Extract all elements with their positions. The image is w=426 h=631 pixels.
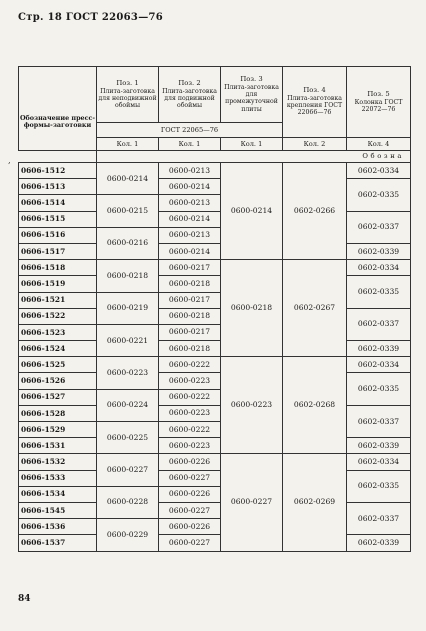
pos5-cell: 0602-0339: [347, 243, 411, 259]
pos2-cell: 0600-0213: [159, 163, 221, 179]
pos5-cell: 0602-0334: [347, 454, 411, 470]
pos3-label: Поз. 3: [240, 75, 263, 84]
pos1-cell: 0600-0223: [97, 357, 159, 389]
pos4-cell: 0602-0269: [283, 454, 347, 551]
pos3-cell: 0600-0223: [221, 357, 283, 454]
pos1-cell: 0600-0214: [97, 163, 159, 195]
table-row: [19, 454, 411, 470]
pos4-desc: Плита-заготовка крепления ГОСТ 22066—76: [286, 95, 343, 117]
pos2-cell: 0600-0214: [159, 179, 221, 195]
kol-pos4: Кол. 2: [283, 138, 347, 151]
pos5-cell: 0602-0339: [347, 535, 411, 551]
pos5-cell: 0602-0334: [347, 163, 411, 179]
table-row: [19, 179, 411, 195]
kol-pos5: Кол. 4: [347, 138, 411, 151]
standard-reference: ГОСТ 22065—76: [97, 123, 283, 138]
parts-table: [18, 66, 411, 552]
table-row: [19, 276, 411, 292]
designation-cell: 0606-1529: [19, 422, 97, 438]
pos5-cell: 0602-0335: [347, 179, 411, 211]
table-row: [19, 502, 411, 518]
designation-cell: 0606-1534: [19, 486, 97, 502]
pos5-cell: 0602-0335: [347, 276, 411, 308]
pos2-cell: 0600-0222: [159, 389, 221, 405]
pos2-header: [159, 67, 221, 123]
table-row: [19, 243, 411, 259]
pos2-cell: 0600-0226: [159, 486, 221, 502]
pos3-desc: Плита-заготовка для промежуточной плиты: [224, 84, 279, 113]
pos4-label: Поз. 4: [303, 86, 326, 95]
pos3-cell: 0600-0218: [221, 260, 283, 357]
designation-cell: 0606-1537: [19, 535, 97, 551]
pos2-cell: 0600-0223: [159, 373, 221, 389]
pos5-label: Поз. 5: [367, 89, 390, 98]
pos1-cell: 0600-0215: [97, 195, 159, 227]
pos1-cell: 0600-0224: [97, 389, 159, 421]
pos1-cell: 0600-0221: [97, 324, 159, 356]
pos2-cell: 0600-0223: [159, 438, 221, 454]
designation-cell: 0606-1536: [19, 519, 97, 535]
pos2-cell: 0600-0217: [159, 260, 221, 276]
designation-cell: 0606-1533: [19, 470, 97, 486]
pos2-desc: Плита-заготовка для подвижной обоймы: [162, 87, 217, 109]
pos1-cell: 0600-0219: [97, 292, 159, 324]
table-row: [19, 260, 411, 276]
designation-cell: 0606-1512: [19, 163, 97, 179]
table-row: [19, 341, 411, 357]
table-row: [19, 470, 411, 486]
pos2-cell: 0600-0226: [159, 519, 221, 535]
pos1-cell: 0600-0225: [97, 422, 159, 454]
page-title: Стр. 18 ГОСТ 22063—76: [18, 12, 164, 23]
designation-cell: 0606-1531: [19, 438, 97, 454]
pos1-label: Поз. 1: [116, 78, 139, 87]
designation-cell: 0606-1528: [19, 405, 97, 421]
table-row: [19, 405, 411, 421]
pos2-cell: 0600-0214: [159, 211, 221, 227]
designation-cell: 0606-1545: [19, 502, 97, 518]
pos2-cell: 0600-0213: [159, 195, 221, 211]
pos2-cell: 0600-0227: [159, 535, 221, 551]
designation-cell: 0606-1515: [19, 211, 97, 227]
designation-cell: 0606-1517: [19, 243, 97, 259]
kol-pos3: Кол. 1: [221, 138, 283, 151]
designation-cell: 0606-1522: [19, 308, 97, 324]
pos5-cell: 0602-0337: [347, 405, 411, 437]
pos5-cell: 0602-0339: [347, 438, 411, 454]
pos4-cell: 0602-0266: [283, 163, 347, 260]
pos5-cell: 0602-0334: [347, 260, 411, 276]
table-row: [19, 373, 411, 389]
pos1-cell: 0600-0216: [97, 227, 159, 259]
margin-tick-mark: ‚: [8, 156, 11, 165]
pos3-header: [221, 67, 283, 123]
designation-header: Обозначение пресс-формы-заготовки: [19, 67, 97, 151]
designation-cell: 0606-1525: [19, 357, 97, 373]
pos2-cell: 0600-0214: [159, 243, 221, 259]
pos2-cell: 0600-0217: [159, 324, 221, 340]
pos5-cell: 0602-0335: [347, 373, 411, 405]
designation-cell: 0606-1516: [19, 227, 97, 243]
pos1-cell: 0600-0228: [97, 486, 159, 518]
pos1-cell: 0600-0218: [97, 260, 159, 292]
pos2-cell: 0600-0213: [159, 227, 221, 243]
pos5-header: [347, 67, 411, 138]
pos4-cell: 0602-0268: [283, 357, 347, 454]
pos1-cell: 0600-0229: [97, 519, 159, 551]
oboz-label: Обозна: [97, 151, 411, 163]
pos1-desc: Плита-заготовка для неподвижной обоймы: [98, 87, 157, 109]
pos4-cell: 0602-0267: [283, 260, 347, 357]
designation-cell: 0606-1523: [19, 324, 97, 340]
table-row: [19, 308, 411, 324]
pos2-cell: 0600-0227: [159, 470, 221, 486]
table-row: [19, 535, 411, 551]
pos5-cell: 0602-0335: [347, 470, 411, 502]
designation-cell: 0606-1532: [19, 454, 97, 470]
pos4-header: [283, 67, 347, 138]
pos5-cell: 0602-0337: [347, 502, 411, 534]
kol-pos1: Кол. 1: [97, 138, 159, 151]
designation-cell: 0606-1519: [19, 276, 97, 292]
pos1-cell: 0600-0227: [97, 454, 159, 486]
pos2-cell: 0600-0218: [159, 308, 221, 324]
table-row: [19, 163, 411, 179]
pos1-header: [97, 67, 159, 123]
table-row: [19, 438, 411, 454]
pos5-cell: 0602-0339: [347, 341, 411, 357]
table-row: [19, 211, 411, 227]
designation-cell: 0606-1521: [19, 292, 97, 308]
pos2-cell: 0600-0218: [159, 341, 221, 357]
page-number: 84: [18, 594, 31, 604]
designation-cell: 0606-1524: [19, 341, 97, 357]
designation-cell: 0606-1514: [19, 195, 97, 211]
table-row: [19, 357, 411, 373]
pos3-cell: 0600-0227: [221, 454, 283, 551]
pos2-cell: 0600-0223: [159, 405, 221, 421]
designation-cell: 0606-1518: [19, 260, 97, 276]
pos2-cell: 0600-0218: [159, 276, 221, 292]
designation-cell: 0606-1513: [19, 179, 97, 195]
kol-pos2: Кол. 1: [159, 138, 221, 151]
pos2-cell: 0600-0222: [159, 422, 221, 438]
pos2-cell: 0600-0227: [159, 502, 221, 518]
pos3-cell: 0600-0214: [221, 163, 283, 260]
oboz-spacer: [19, 151, 97, 163]
pos2-cell: 0600-0226: [159, 454, 221, 470]
pos5-desc: Колонка ГОСТ 22072—76: [354, 98, 403, 113]
designation-cell: 0606-1527: [19, 389, 97, 405]
designation-cell: 0606-1526: [19, 373, 97, 389]
pos2-cell: 0600-0217: [159, 292, 221, 308]
pos2-label: Поз. 2: [178, 78, 201, 87]
pos5-cell: 0602-0337: [347, 211, 411, 243]
pos5-cell: 0602-0337: [347, 308, 411, 340]
pos5-cell: 0602-0334: [347, 357, 411, 373]
pos2-cell: 0600-0222: [159, 357, 221, 373]
